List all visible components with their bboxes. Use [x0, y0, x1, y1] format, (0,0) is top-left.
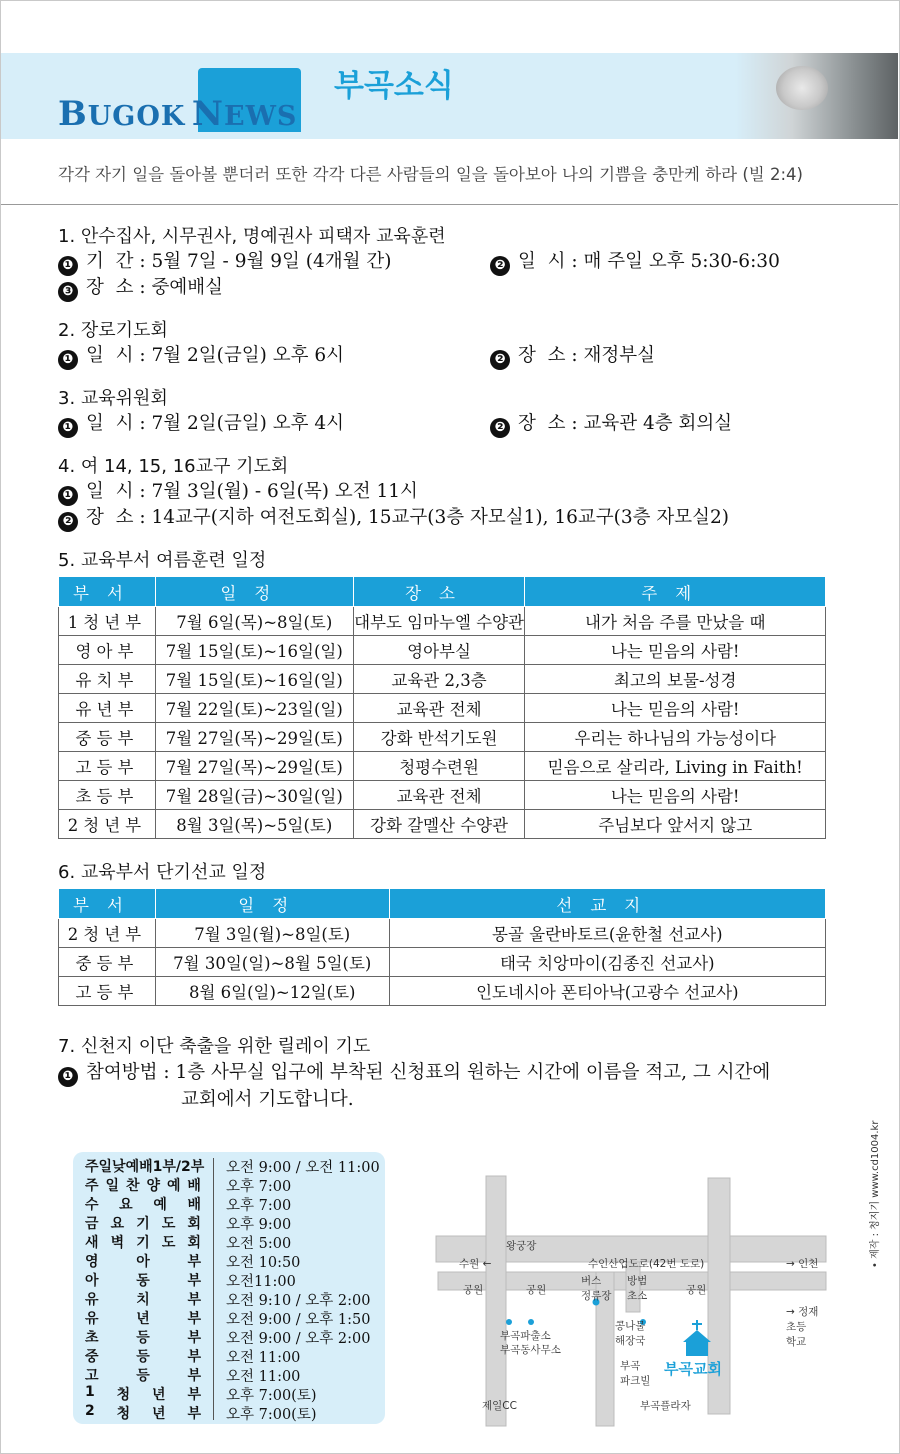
map-label-jeilcc: 제일CC — [482, 1400, 517, 1412]
worship-name-char: 부 — [187, 1387, 201, 1403]
worship-name-text — [85, 1251, 201, 1271]
table-cell: 강화 갈멜산 수양관 — [353, 810, 525, 839]
worship-name-char: 주 — [85, 1178, 99, 1194]
bugok-news-logo: BUGOK NEWS — [58, 94, 298, 134]
s2-item-1: ❶ 일 시 : 7월 2일(금일) 오후 6시 — [58, 341, 344, 370]
s4-item-2: ❷ 장 소 : 14교구(지하 여전도회실), 15교구(3층 자모실1), 16교구(3층 자모실2) — [58, 503, 729, 532]
worship-name-char: 새 — [85, 1235, 99, 1251]
worship-name — [85, 1403, 201, 1423]
worship-name-char: 아 — [85, 1273, 99, 1289]
section-6-title: 6. 교육부서 단기선교 일정 — [58, 862, 267, 883]
table-cell: 8월 6일(일)~12일(토) — [155, 977, 389, 1006]
worship-name — [85, 1327, 201, 1347]
section-1-title: 1. 안수집사, 시무권사, 명예권사 피택자 교육훈련 — [58, 226, 446, 247]
worship-name — [85, 1194, 201, 1214]
worship-name-char: 일 — [105, 1178, 120, 1194]
map-label-park3: 공원 — [686, 1284, 707, 1296]
table-cell: 교육관 전체 — [353, 694, 525, 723]
worship-name-char: 년 — [152, 1406, 166, 1422]
s1-item-3: ❸ 장 소 : 중예배실 — [58, 273, 223, 302]
worship-name-char: 도 — [161, 1235, 176, 1251]
worship-name-text — [85, 1403, 201, 1423]
credit-text: • 제작 : 청지기 www.cd1004.kr — [870, 1120, 881, 1268]
table-cell: 몽골 울란바토르(윤한철 선교사) — [389, 919, 825, 948]
worship-name-char: 유 — [85, 1311, 99, 1327]
worship-name-char: 등 — [136, 1349, 150, 1365]
worship-name-char: 유 — [85, 1292, 99, 1308]
table-row — [59, 752, 826, 781]
worship-name-char: 요 — [110, 1216, 125, 1232]
section-5-title: 5. 교육부서 여름훈련 일정 — [58, 550, 267, 571]
page-title: 부곡소식 — [334, 68, 454, 104]
map-label-road: 수인산업도로(42번 도로) — [588, 1258, 705, 1270]
worship-name-char: 기 — [136, 1235, 150, 1251]
worship-name-char: 배 — [187, 1178, 201, 1194]
divider — [1, 204, 898, 205]
worship-name-char: 부 — [187, 1349, 201, 1365]
table-cell: 7월 30일(일)~8월 5일(토) — [155, 948, 389, 977]
worship-name-char: 부 — [187, 1254, 201, 1270]
worship-name-char: 금 — [85, 1216, 99, 1232]
worship-time: 오전 11:00 — [226, 1350, 301, 1366]
worship-name-char: 수 — [85, 1197, 99, 1213]
table-cell: 믿음으로 살리라, Living in Faith! — [525, 752, 826, 781]
table-cell: 2청년부 — [59, 919, 156, 948]
worship-name-char: 기 — [136, 1216, 150, 1232]
worship-time: 오후 7:00(토) — [226, 1388, 317, 1404]
table-cell: 7월 22일(토)~23일(일) — [155, 694, 353, 723]
table-row — [59, 723, 826, 752]
worship-name-char: 부 — [187, 1292, 201, 1308]
table-cell: 대부도 임마누엘 수양관 — [353, 607, 525, 636]
section-2-title: 2. 장로기도회 — [58, 320, 168, 341]
worship-name-char: 청 — [116, 1406, 131, 1422]
worship-name-char: 고 — [85, 1368, 99, 1384]
worship-time: 오전 9:00 / 오후 2:00 — [226, 1331, 371, 1347]
table-row — [59, 948, 826, 977]
table-cell: 중등부 — [59, 948, 156, 977]
s4-item-1: ❶ 일 시 : 7월 3일(월) - 6일(목) 오전 11시 — [58, 477, 418, 506]
table-row — [59, 810, 826, 839]
map-label-park2: 공원 — [526, 1284, 547, 1296]
worship-name-char: 년 — [152, 1387, 166, 1403]
s1-item-2: ❷ 일 시 : 매 주일 오후 5:30-6:30 — [490, 247, 780, 276]
worship-name — [85, 1365, 201, 1385]
s3-item-1: ❶ 일 시 : 7월 2일(금일) 오후 4시 — [58, 409, 344, 438]
table-cell: 청평수련원 — [353, 752, 525, 781]
worship-name-text — [85, 1194, 201, 1214]
worship-name-char: 영 — [85, 1254, 99, 1270]
table-cell: 7월 28일(금)~30일(일) — [155, 781, 353, 810]
table-cell: 중등부 — [59, 723, 156, 752]
table-cell: 2청년부 — [59, 810, 156, 839]
worship-name-text — [85, 1365, 201, 1385]
worship-name-text — [85, 1308, 201, 1328]
worship-name-char: 등 — [136, 1368, 150, 1384]
col-header: 장소 — [353, 577, 525, 607]
table-cell: 주님보다 앞서지 않고 — [525, 810, 826, 839]
map-label-crime: 방범 초소 — [627, 1275, 648, 1302]
table-row — [59, 977, 826, 1006]
table-cell: 유치부 — [59, 665, 156, 694]
worship-name-text — [85, 1232, 201, 1252]
worship-name-char: 도 — [161, 1216, 176, 1232]
worship-name-char: 년 — [136, 1311, 150, 1327]
worship-name-char: 회 — [187, 1216, 201, 1232]
worship-name-char: 부 — [187, 1330, 201, 1346]
worship-name-char: 부 — [187, 1406, 201, 1422]
worship-name-text: 주일낮예배1부/2부 — [85, 1159, 205, 1175]
worship-name-char: 등 — [136, 1330, 150, 1346]
worship-name-char: 배 — [187, 1197, 201, 1213]
worship-name-char: 양 — [146, 1178, 160, 1194]
map-label-wanggung: 왕궁장 — [506, 1240, 537, 1252]
worship-name — [85, 1346, 201, 1366]
table-cell: 영아부실 — [353, 636, 525, 665]
worship-name — [85, 1289, 201, 1309]
map-road-left — [486, 1176, 506, 1426]
worship-name-char: 청 — [116, 1387, 131, 1403]
worship-name-char: 초 — [85, 1330, 99, 1346]
worship-name-char: 요 — [119, 1197, 133, 1213]
table-cell: 7월 15일(토)~16일(일) — [155, 636, 353, 665]
table-cell: 우리는 하나님의 가능성이다 — [525, 723, 826, 752]
worship-name-char: 예 — [153, 1197, 167, 1213]
table-cell: 나는 믿음의 사람! — [525, 636, 826, 665]
table-cell: 교육관 2,3층 — [353, 665, 525, 694]
section-4-title: 4. 여 14, 15, 16교구 기도회 — [58, 456, 289, 477]
table-cell: 7월 6일(목)~8일(토) — [155, 607, 353, 636]
table-cell: 나는 믿음의 사람! — [525, 694, 826, 723]
church-icon — [683, 1320, 711, 1356]
worship-time: 오후 7:00(토) — [226, 1407, 317, 1423]
table-cell: 교육관 전체 — [353, 781, 525, 810]
table-cell: 7월 15일(토)~16일(일) — [155, 665, 353, 694]
worship-name-char: 동 — [136, 1273, 150, 1289]
worship-name — [85, 1175, 201, 1195]
worship-name-text — [85, 1384, 201, 1404]
section-3-title: 3. 교육위원회 — [58, 388, 168, 409]
table-cell: 고등부 — [59, 977, 156, 1006]
worship-name-text — [85, 1175, 201, 1195]
worship-time: 오후 7:00 — [226, 1198, 292, 1214]
worship-name — [85, 1270, 201, 1290]
section-7-title: 7. 신천지 이단 축출을 위한 릴레이 기도 — [58, 1036, 371, 1057]
map-label-park1: 공원 — [463, 1284, 484, 1296]
table-cell: 강화 반석기도원 — [353, 723, 525, 752]
worship-time: 오전 9:00 / 오전 11:00 — [226, 1160, 380, 1176]
map-label-suwon: 수원 ← — [459, 1258, 492, 1270]
map-label-beansprout: 콩나물 해장국 — [615, 1320, 646, 1347]
worship-name-char: 회 — [187, 1235, 201, 1251]
worship-time: 오전 11:00 — [226, 1369, 301, 1385]
worship-name — [85, 1232, 201, 1252]
mission-trip-table — [58, 888, 826, 1006]
map-label-school: → 정재 초등 학교 — [786, 1306, 819, 1348]
bible-verse: 각각 자기 일을 돌아볼 뿐더러 또한 각각 다른 사람들의 일을 돌아보아 나의 기쁨을 충만케 하라 (빌 2:4) — [58, 165, 803, 184]
s2-item-2: ❷ 장 소 : 재정부실 — [490, 341, 655, 370]
worship-name-text — [85, 1213, 201, 1233]
worship-time: 오후 7:00 — [226, 1179, 292, 1195]
summer-training-table — [58, 576, 826, 839]
worship-name-text — [85, 1346, 201, 1366]
table-cell: 7월 27일(목)~29일(토) — [155, 723, 353, 752]
worship-name-text — [85, 1289, 201, 1309]
s7-item-1: ❶ 참여방법 : 1층 사무실 입구에 부착된 신청표의 원하는 시간에 이름을 적고, 그 시간에 — [58, 1058, 770, 1087]
map-label-plaza: 부곡플라자 — [640, 1400, 691, 1412]
table-row — [59, 694, 826, 723]
table-cell: 초등부 — [59, 781, 156, 810]
table-cell: 나는 믿음의 사람! — [525, 781, 826, 810]
col-header: 선교지 — [389, 889, 825, 919]
s1-item-1: ❶ 기 간 : 5월 7일 - 9월 9일 (4개월 간) — [58, 247, 391, 276]
map-label-parkvil: 부곡 파크빌 — [620, 1360, 651, 1387]
map-label-police: 부곡파출소 — [500, 1330, 551, 1342]
worship-name-char: 치 — [136, 1292, 150, 1308]
worship-name-char: 부 — [187, 1368, 201, 1384]
table-row — [59, 607, 826, 636]
table-cell: 7월 3일(월)~8일(토) — [155, 919, 389, 948]
col-header: 일정 — [155, 889, 389, 919]
worship-time: 오전 9:10 / 오후 2:00 — [226, 1293, 371, 1309]
col-header: 일정 — [155, 577, 353, 607]
tree-stump-image — [776, 66, 828, 110]
table-row — [59, 919, 826, 948]
col-header: 부서 — [59, 577, 156, 607]
police-dot — [506, 1319, 512, 1325]
worship-name — [85, 1213, 201, 1233]
s7-item-1-cont: 교회에서 기도합니다. — [181, 1089, 354, 1110]
col-header: 주제 — [525, 577, 826, 607]
table-cell: 인도네시아 폰티아낙(고광수 선교사) — [389, 977, 825, 1006]
s3-item-2: ❷ 장 소 : 교육관 4층 회의실 — [490, 409, 732, 438]
worship-time: 오전 10:50 — [226, 1255, 301, 1271]
worship-time: 오후 9:00 — [226, 1217, 292, 1233]
worship-name-text — [85, 1270, 201, 1290]
table-cell: 고등부 — [59, 752, 156, 781]
worship-time: 오전11:00 — [226, 1274, 296, 1290]
table-cell: 최고의 보물-성경 — [525, 665, 826, 694]
table-cell: 7월 27일(목)~29일(토) — [155, 752, 353, 781]
table-cell: 1청년부 — [59, 607, 156, 636]
worship-name-char: 예 — [166, 1178, 181, 1194]
table-row — [59, 781, 826, 810]
table-cell: 유년부 — [59, 694, 156, 723]
worship-name — [85, 1251, 201, 1271]
worship-name-char: 아 — [136, 1254, 150, 1270]
map-label-incheon: → 인천 — [786, 1258, 819, 1270]
worship-name — [85, 1384, 201, 1404]
worship-name-char: 벽 — [110, 1235, 125, 1251]
table-row — [59, 665, 826, 694]
table-cell: 영아부 — [59, 636, 156, 665]
worship-time: 오전 9:00 / 오후 1:50 — [226, 1312, 371, 1328]
worship-name-char: 1 — [85, 1384, 95, 1400]
worship-name-char: 부 — [187, 1273, 201, 1289]
worship-divider — [213, 1158, 214, 1420]
worship-name-char: 2 — [85, 1403, 95, 1419]
table-cell: 8월 3일(목)~5일(토) — [155, 810, 353, 839]
map-label-church: 부곡교회 — [664, 1360, 722, 1378]
table-row — [59, 636, 826, 665]
map-label-bus: 버스 정류장 — [581, 1275, 612, 1302]
worship-name-text — [85, 1327, 201, 1347]
office-dot — [528, 1319, 534, 1325]
map-label-office: 부곡동사무소 — [500, 1344, 561, 1356]
table-cell: 내가 처음 주를 만났을 때 — [525, 607, 826, 636]
worship-name-char: 중 — [85, 1349, 99, 1365]
worship-name — [85, 1156, 205, 1176]
worship-name-char: 부 — [187, 1311, 201, 1327]
worship-name-char: 찬 — [125, 1178, 140, 1194]
worship-time: 오전 5:00 — [226, 1236, 292, 1252]
col-header: 부서 — [59, 889, 156, 919]
table-cell: 태국 치앙마이(김종진 선교사) — [389, 948, 825, 977]
worship-name — [85, 1308, 201, 1328]
